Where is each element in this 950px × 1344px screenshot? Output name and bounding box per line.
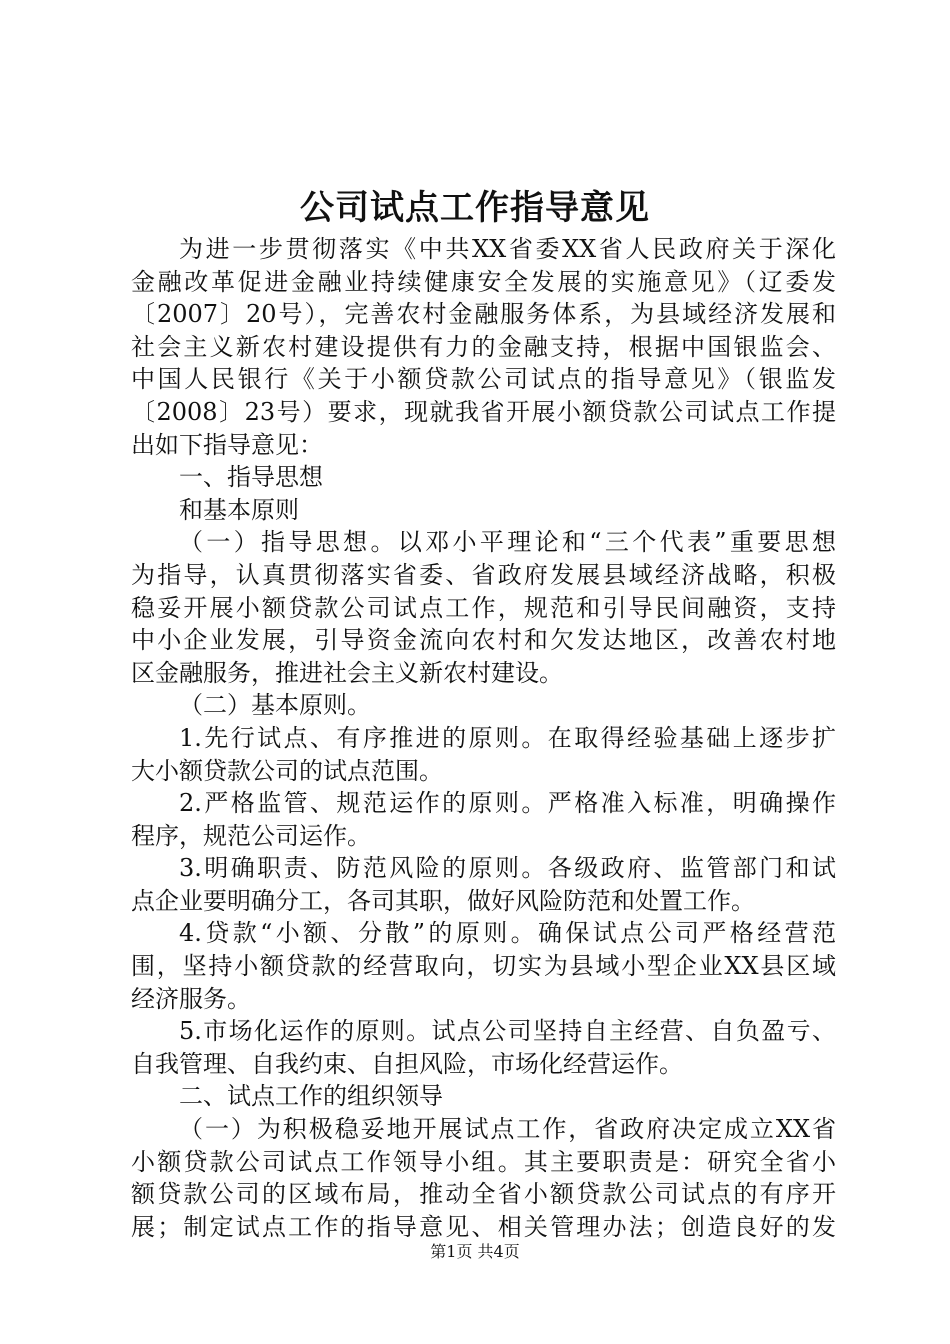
paragraph-line: 区金融服务，推进社会主义新农村建设。 xyxy=(131,658,563,687)
document-title: 公司试点工作指导意见 xyxy=(300,188,650,228)
paragraph-line: 稳妥开展小额贷款公司试点工作，规范和引导民间融资，支持 xyxy=(131,593,836,622)
paragraph-line: 经济服务。 xyxy=(131,984,251,1013)
paragraph-line: 出如下指导意见： xyxy=(131,430,323,459)
paragraph-line: 中国人民银行《关于小额贷款公司试点的指导意见》（银监发 xyxy=(131,365,836,394)
paragraph-line: 2.严格监管、规范运作的原则。严格准入标准，明确操作 xyxy=(179,789,836,818)
section-heading: 一、指导思想 xyxy=(179,463,323,492)
paragraph-line: （一）指导思想。以邓小平理论和“三个代表”重要思想 xyxy=(179,528,836,557)
paragraph-line: 展；制定试点工作的指导意见、相关管理办法；创造良好的发 xyxy=(131,1212,836,1241)
paragraph-line: 小额贷款公司试点工作领导小组。其主要职责是：研究全省小 xyxy=(131,1147,836,1176)
section-heading: 和基本原则 xyxy=(179,495,299,524)
paragraph-line: 中小企业发展，引导资金流向农村和欠发达地区，改善农村地 xyxy=(131,626,836,655)
paragraph-line: 5.市场化运作的原则。试点公司坚持自主经营、自负盈亏、 xyxy=(179,1017,836,1046)
section-heading: 二、试点工作的组织领导 xyxy=(179,1082,443,1111)
paragraph-line: 点企业要明确分工，各司其职，做好风险防范和处置工作。 xyxy=(131,886,755,915)
paragraph-line: 〔2008〕23号）要求，现就我省开展小额贷款公司试点工作提 xyxy=(131,397,836,426)
paragraph-line: 1.先行试点、有序推进的原则。在取得经验基础上逐步扩 xyxy=(179,723,836,752)
paragraph-line: 额贷款公司的区域布局，推动全省小额贷款公司试点的有序开 xyxy=(131,1180,836,1209)
paragraph-line: 自我管理、自我约束、自担风险，市场化经营运作。 xyxy=(131,1049,683,1078)
paragraph-line: 为指导，认真贯彻落实省委、省政府发展县域经济战略，积极 xyxy=(131,560,836,589)
paragraph-line: 〔2007〕20号），完善农村金融服务体系，为县域经济发展和 xyxy=(131,300,836,329)
paragraph-line: 3.明确职责、防范风险的原则。各级政府、监管部门和试 xyxy=(179,854,836,883)
paragraph-line: 围，坚持小额贷款的经营取向，切实为县域小型企业XX县区域 xyxy=(131,952,836,981)
subsection-heading: （二）基本原则。 xyxy=(179,691,371,720)
document-body xyxy=(131,233,836,1243)
paragraph-line: （一）为积极稳妥地开展试点工作，省政府决定成立XX省 xyxy=(179,1115,836,1144)
paragraph-line: 程序，规范公司运作。 xyxy=(131,821,371,850)
paragraph-line: 为进一步贯彻落实《中共XX省委XX省人民政府关于深化 xyxy=(179,235,836,263)
paragraph-line: 金融改革促进金融业持续健康安全发展的实施意见》（辽委发 xyxy=(131,267,836,296)
page-footer: 第1页 共4页 xyxy=(430,1242,520,1261)
paragraph-line: 社会主义新农村建设提供有力的金融支持，根据中国银监会、 xyxy=(131,332,836,361)
paragraph-line: 大小额贷款公司的试点范围。 xyxy=(131,756,443,785)
paragraph-line: 4.贷款“小额、分散”的原则。确保试点公司严格经营范 xyxy=(179,919,836,948)
